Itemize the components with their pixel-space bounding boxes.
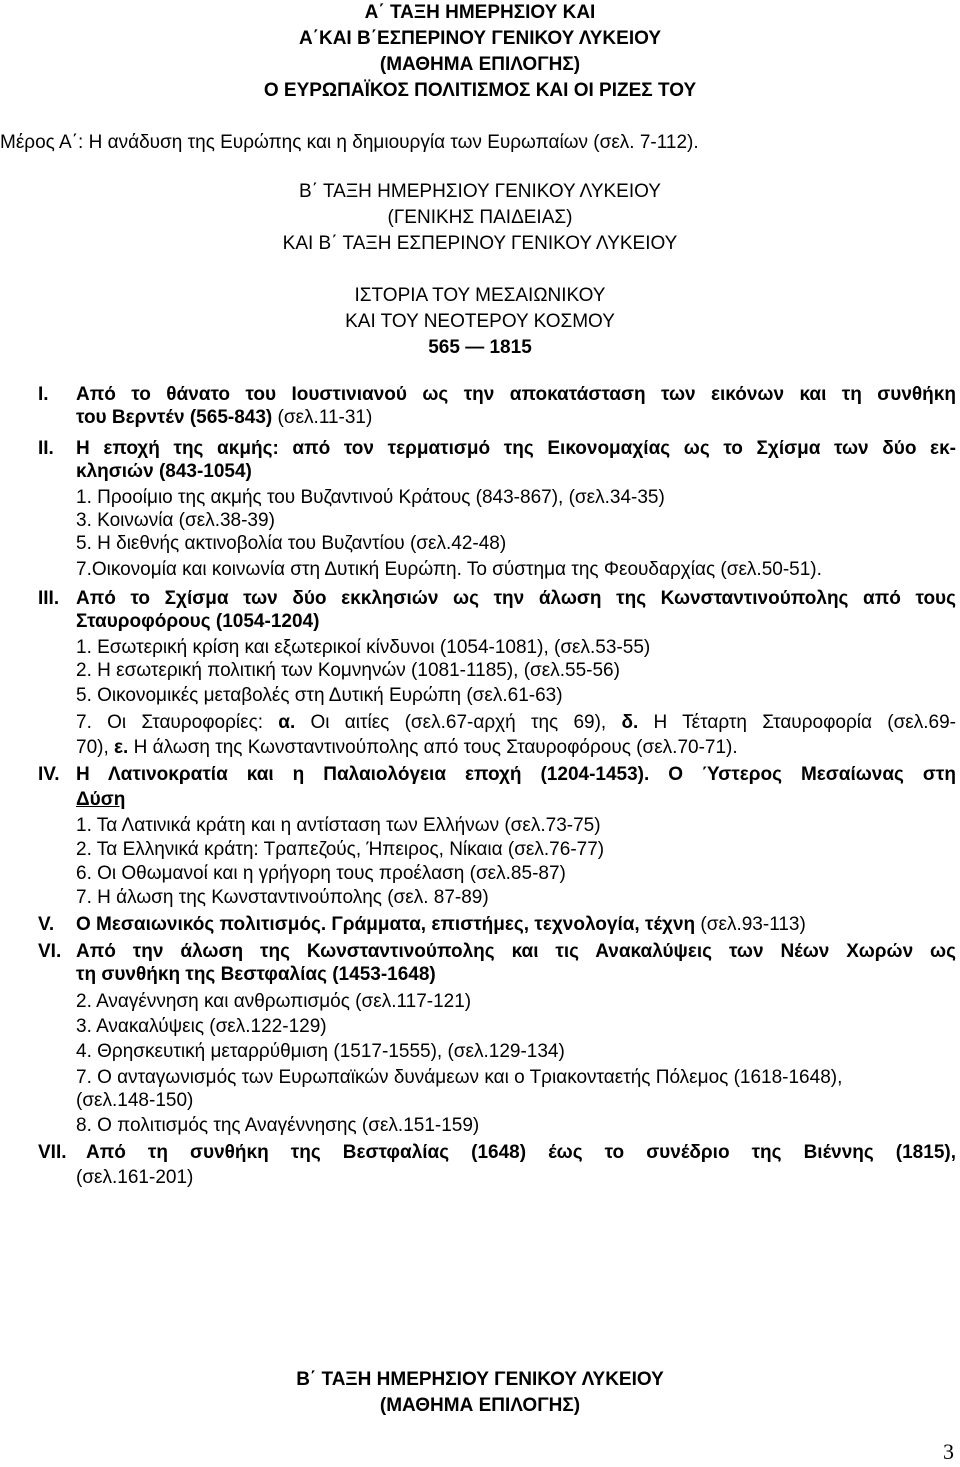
list-item-text: 7. Οι Σταυροφορίες: [76, 712, 279, 733]
section-number: V. [38, 914, 55, 935]
subpoint-letter: ε. [114, 737, 129, 758]
section-title-continued: Σταυροφόρους (1054-1204) [76, 611, 320, 632]
section-title: Η εποχή της ακμής: από τον τερματισμό της Εικονομαχίας ως το Σχίσμα των δύο εκ- [76, 438, 956, 459]
list-item-text: Η Τέταρτη Σταυροφορία (σελ.69- [638, 712, 956, 733]
list-item [76, 711, 956, 734]
subpoint-letter: α. [278, 712, 296, 733]
subject-years: 565 — 1815 [428, 337, 532, 358]
section-number: ΙΙ. [38, 438, 54, 459]
section-title-bold: Ο Μεσαιωνικός πολιτισμός. Γράμματα, επιστήμες, τεχνολογία, τέχνη [76, 914, 696, 935]
section-number: Ι. [38, 384, 49, 405]
list-item-continued [76, 736, 738, 759]
footer-heading-line-1: Β΄ ΤΑΞΗ ΗΜΕΡΗΣΙΟΥ ΓΕΝΙΚΟΥ ΛΥΚΕΙΟΥ [296, 1369, 664, 1390]
list-item: 5. Η διεθνής ακτινοβολία του Βυζαντίου (σελ.42-48) [76, 533, 507, 554]
list-item-text: Οι αιτίες (σελ.67-αρχή της 69), [295, 712, 622, 733]
list-item: 6. Οι Οθωμανοί και η γρήγορη τους προέλαση (σελ.85-87) [76, 863, 566, 884]
list-item: 7.Οικονομία και κοινωνία στη Δυτική Ευρώπη. Το σύστημα της Φεουδαρχίας (σελ.50-51). [76, 559, 822, 580]
list-item: 8. Ο πολιτισμός της Αναγέννησης (σελ.151-159) [76, 1115, 480, 1136]
subject-title-line-2: ΚΑΙ ΤΟΥ ΝΕΟΤΕΡΟΥ ΚΟΣΜΟΥ [345, 311, 615, 332]
list-item: 2. Αναγέννηση και ανθρωπισμός (σελ.117-121) [76, 991, 472, 1012]
list-item: 7. Η άλωση της Κωνσταντινούπολης (σελ. 87-89) [76, 887, 489, 908]
part-a-line: Μέρος Α΄: Η ανάδυση της Ευρώπης και η δημιουργία των Ευρωπαίων (σελ. 7-112). [0, 132, 699, 153]
course-title-line-3: (ΜΑΘΗΜΑ ΕΠΙΛΟΓΗΣ) [379, 54, 581, 75]
course-title-line-1: Α΄ ΤΑΞΗ ΗΜΕΡΗΣΙΟΥ ΚΑΙ [364, 2, 596, 23]
section-title: Από την άλωση της Κωνσταντινούπολης και τις Ανακαλύψεις των Νέων Χωρών ως [76, 941, 956, 962]
list-item: 7. Ο ανταγωνισμός των Ευρωπαϊκών δυνάμεων και ο Τριακονταετής Πόλεμος (1618-1648), [76, 1067, 843, 1088]
section-number: VI. [38, 941, 62, 962]
page-number: 3 [943, 1439, 954, 1464]
section-title-continued: κλησιών (843-1054) [76, 461, 252, 482]
course-title-line-2: Α΄ΚΑΙ Β΄ΕΣΠΕΡΙΝΟΥ ΓΕΝΙΚΟΥ ΛΥΚΕΙΟΥ [298, 28, 662, 49]
list-item: 4. Θρησκευτική μεταρρύθμιση (1517-1555), (σελ.129-134) [76, 1041, 565, 1062]
section-title: Από το Σχίσμα των δύο εκκλησιών ως την άλωση της Κωνσταντινούπολης από τους [76, 588, 956, 609]
section-title: Από το θάνατο του Ιουστινιανού ως την αποκατάσταση των εικόνων και τη συνθήκη [76, 384, 956, 405]
subpoint-letter: δ. [621, 712, 639, 733]
list-item-text: Η άλωση της Κωνσταντινούπολης από τους Σταυροφόρους (σελ.70-71). [128, 737, 738, 758]
list-item: 1. Προοίμιο της ακμής του Βυζαντινού Κράτους (843-867), (σελ.34-35) [76, 487, 665, 508]
list-item: 2. Η εσωτερική πολιτική των Κομνηνών (1081-1185), (σελ.55-56) [76, 660, 620, 681]
subject-title-line-1: ΙΣΤΟΡΙΑ ΤΟΥ ΜΕΣΑΙΩΝΙΚΟΥ [354, 285, 606, 306]
section-pages: (σελ.93-113) [695, 914, 806, 935]
list-item-continued: (σελ.148-150) [76, 1090, 194, 1111]
section-title-continued: Δύση [76, 789, 126, 810]
section-title [76, 913, 806, 936]
section-title: Από τη συνθήκη της Βεστφαλίας (1648) έως το συνέδριο της Βιέννης (1815), [86, 1142, 956, 1163]
class-heading-line-1: Β΄ ΤΑΞΗ ΗΜΕΡΗΣΙΟΥ ΓΕΝΙΚΟΥ ΛΥΚΕΙΟΥ [299, 181, 661, 202]
course-title-line-4: Ο ΕΥΡΩΠΑΪΚΟΣ ΠΟΛΙΤΙΣΜΟΣ ΚΑΙ ΟΙ ΡΙΖΕΣ ΤΟΥ [263, 80, 697, 101]
section-number: IV. [38, 764, 60, 785]
footer-heading-line-2: (ΜΑΘΗΜΑ ΕΠΙΛΟΓΗΣ) [379, 1395, 581, 1416]
section-title: Η Λατινοκρατία και η Παλαιολόγεια εποχή (1204-1453). Ο Ύστερος Μεσαίωνας στη [76, 764, 956, 785]
list-item: 2. Τα Ελληνικά κράτη: Τραπεζούς, Ήπειρος, Νίκαια (σελ.76-77) [76, 839, 605, 860]
list-item: 1. Τα Λατινικά κράτη και η αντίσταση των Ελλήνων (σελ.73-75) [76, 815, 601, 836]
list-item: 3. Ανακαλύψεις (σελ.122-129) [76, 1016, 327, 1037]
section-number: VII. [38, 1142, 67, 1163]
section-title-continued: τη συνθήκη της Βεστφαλίας (1453-1648) [76, 964, 436, 985]
section-title-continued [76, 406, 372, 429]
section-number: ΙΙΙ. [38, 588, 60, 609]
class-heading-line-3: ΚΑΙ Β΄ ΤΑΞΗ ΕΣΠΕΡΙΝΟΥ ΓΕΝΙΚΟΥ ΛΥΚΕΙΟΥ [282, 233, 678, 254]
section-pages: (σελ.11-31) [272, 407, 373, 428]
list-item: 3. Κοινωνία (σελ.38-39) [76, 510, 275, 531]
list-item: 1. Εσωτερική κρίση και εξωτερικοί κίνδυνοι (1054-1081), (σελ.53-55) [76, 637, 651, 658]
class-heading-line-2: (ΓΕΝΙΚΗΣ ΠΑΙΔΕΙΑΣ) [387, 207, 573, 228]
list-item: 5. Οικονομικές μεταβολές στη Δυτική Ευρώπη (σελ.61-63) [76, 685, 563, 706]
list-item-text: 70), [76, 737, 115, 758]
section-title-bold: του Βερντέν (565-843) [76, 407, 273, 428]
section-pages: (σελ.161-201) [76, 1167, 194, 1188]
